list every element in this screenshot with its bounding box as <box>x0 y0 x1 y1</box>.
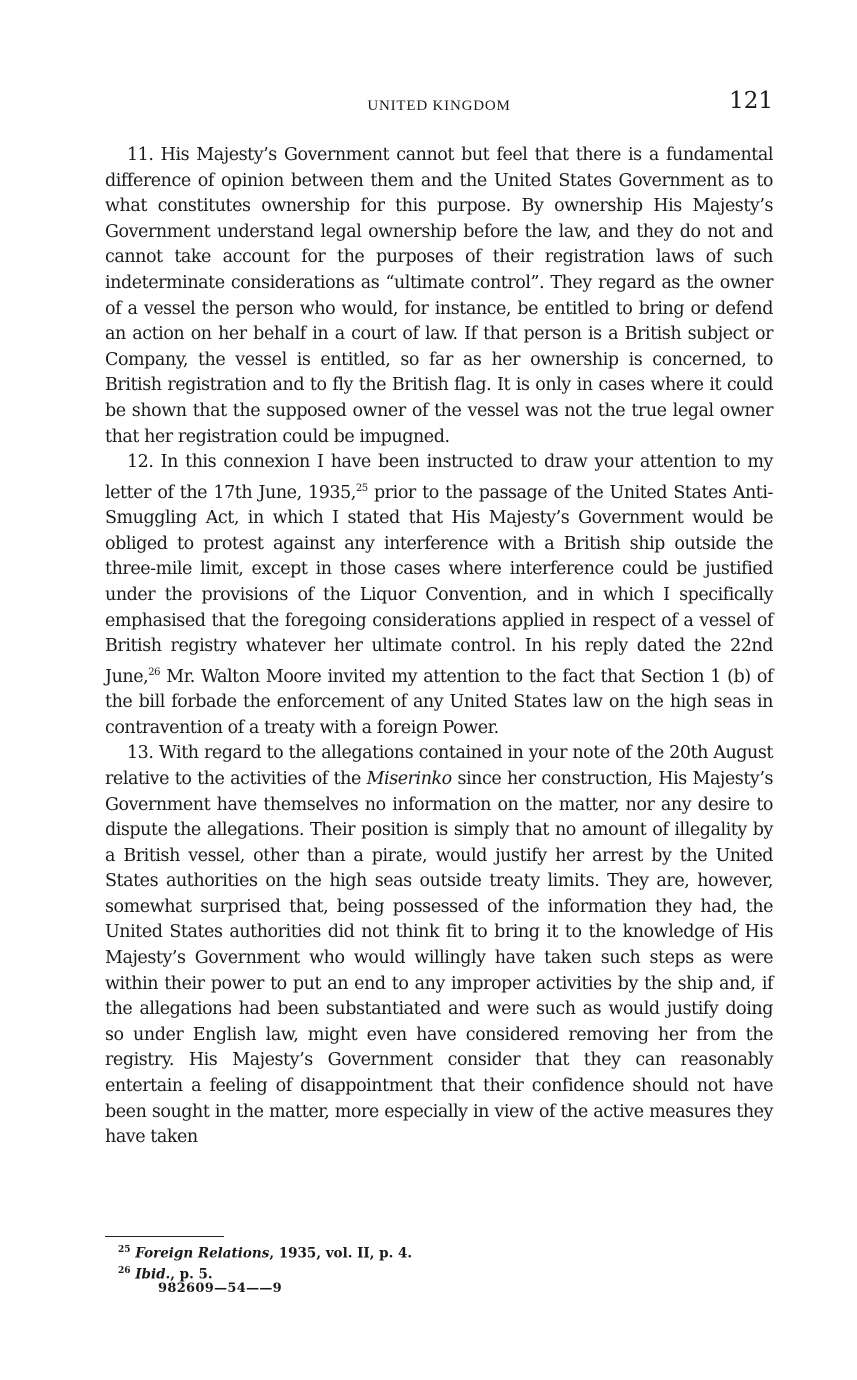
page-number: 121 <box>729 88 773 114</box>
footnote-mark: 25 <box>118 1245 131 1255</box>
paragraph-text: prior to the passage of the United States Anti-Smuggling Act, in which I stated that His Majesty’s Government would be obliged to protest against any interference with a British ship outside the three-mile limit, except in those cases where interference could be justified under the provisions of the Liquor Convention, and in which I specifically emphasised that the foregoing considerations applied in respect of a vessel of British registry whatever her ultimate control. In his reply dated the 22nd June, <box>105 482 773 687</box>
footnote-rule <box>105 1236 224 1237</box>
footnote-25 <box>118 1242 412 1263</box>
footnote-ref-26: 26 <box>148 666 161 678</box>
footnote-source: Ibid. <box>135 1266 171 1282</box>
footnote-text: , 1935, vol. II, p. 4. <box>269 1245 413 1262</box>
paragraph-text: 11. His Majesty’s Government cannot but feel that there is a fundamental difference of opinion between them and the United States Government as to what constitutes ownership for this purpose. By ownership His Majesty’s Government understand legal ownership before the law, and they do not and cannot take account for the purposes of their registration laws of such indeterminate considerations as “ultimate control”. They regard as the owner of a vessel the person who would, for instance, be entitled to bring or defend an action on her behalf in a court of law. If that person is a British subject or Company, the vessel is entitled, so far as her ownership is concerned, to British registration and to fly the British flag. It is only in cases where it could be shown that the supposed owner of the vessel was not the true legal owner that her registration could be impugned. <box>105 145 773 447</box>
footnote-mark: 26 <box>118 1265 131 1276</box>
ship-name: Miserinko <box>366 768 452 789</box>
paragraph-text: 12. In this connexion I have been instructed to draw your attention to my letter of the 17th June, 1935, <box>105 452 773 503</box>
paragraph-13 <box>105 741 773 1151</box>
footnote-source: Foreign Relations <box>135 1245 270 1262</box>
paragraph-11 <box>105 143 773 450</box>
paragraph-12 <box>105 450 773 741</box>
paragraph-text: 13. With regard to the allegations contained in your note of the 20th August relative to the activities of the <box>105 743 773 789</box>
printer-imprint: 982609—54——9 <box>158 1281 283 1296</box>
footnote-text: , p. 5. <box>170 1266 213 1282</box>
paragraph-text: since her construction, His Majesty’s Government have themselves no information on the matter, nor any desire to dispute the allegations. Their position is simply that no amount of illegality by a British vessel, other than a pirate, would justify her arrest by the United States authorities on the high seas outside treaty limits. They are, however, somewhat surprised that, being possessed of the information they had, the United States authorities did not think fit to bring it to the knowledge of His Majesty’s Government who would willingly have taken such steps as were within their power to put an end to any improper activities by the ship and, if the allegations had been substantiated and were such as would justify doing so under English law, might even have considered removing her from the registry. His Majesty’s Government consider that they can reasonably entertain a feeling of disappointment that their confidence should not have been sought in the matter, more especially in view of the active measures they have taken <box>105 768 773 1148</box>
paragraph-text: Mr. Walton Moore invited my attention to the fact that Section 1 (b) of the bill forbade the enforcement of any United States law on the high seas in contravention of a treaty with a foreign Power. <box>105 666 773 738</box>
footnote-ref-25: 25 <box>355 482 368 494</box>
body-text <box>105 143 773 1151</box>
page-header <box>105 88 773 128</box>
footnote-26 <box>118 1263 412 1284</box>
running-head: UNITED KINGDOM <box>367 98 511 114</box>
footnotes <box>118 1242 412 1283</box>
